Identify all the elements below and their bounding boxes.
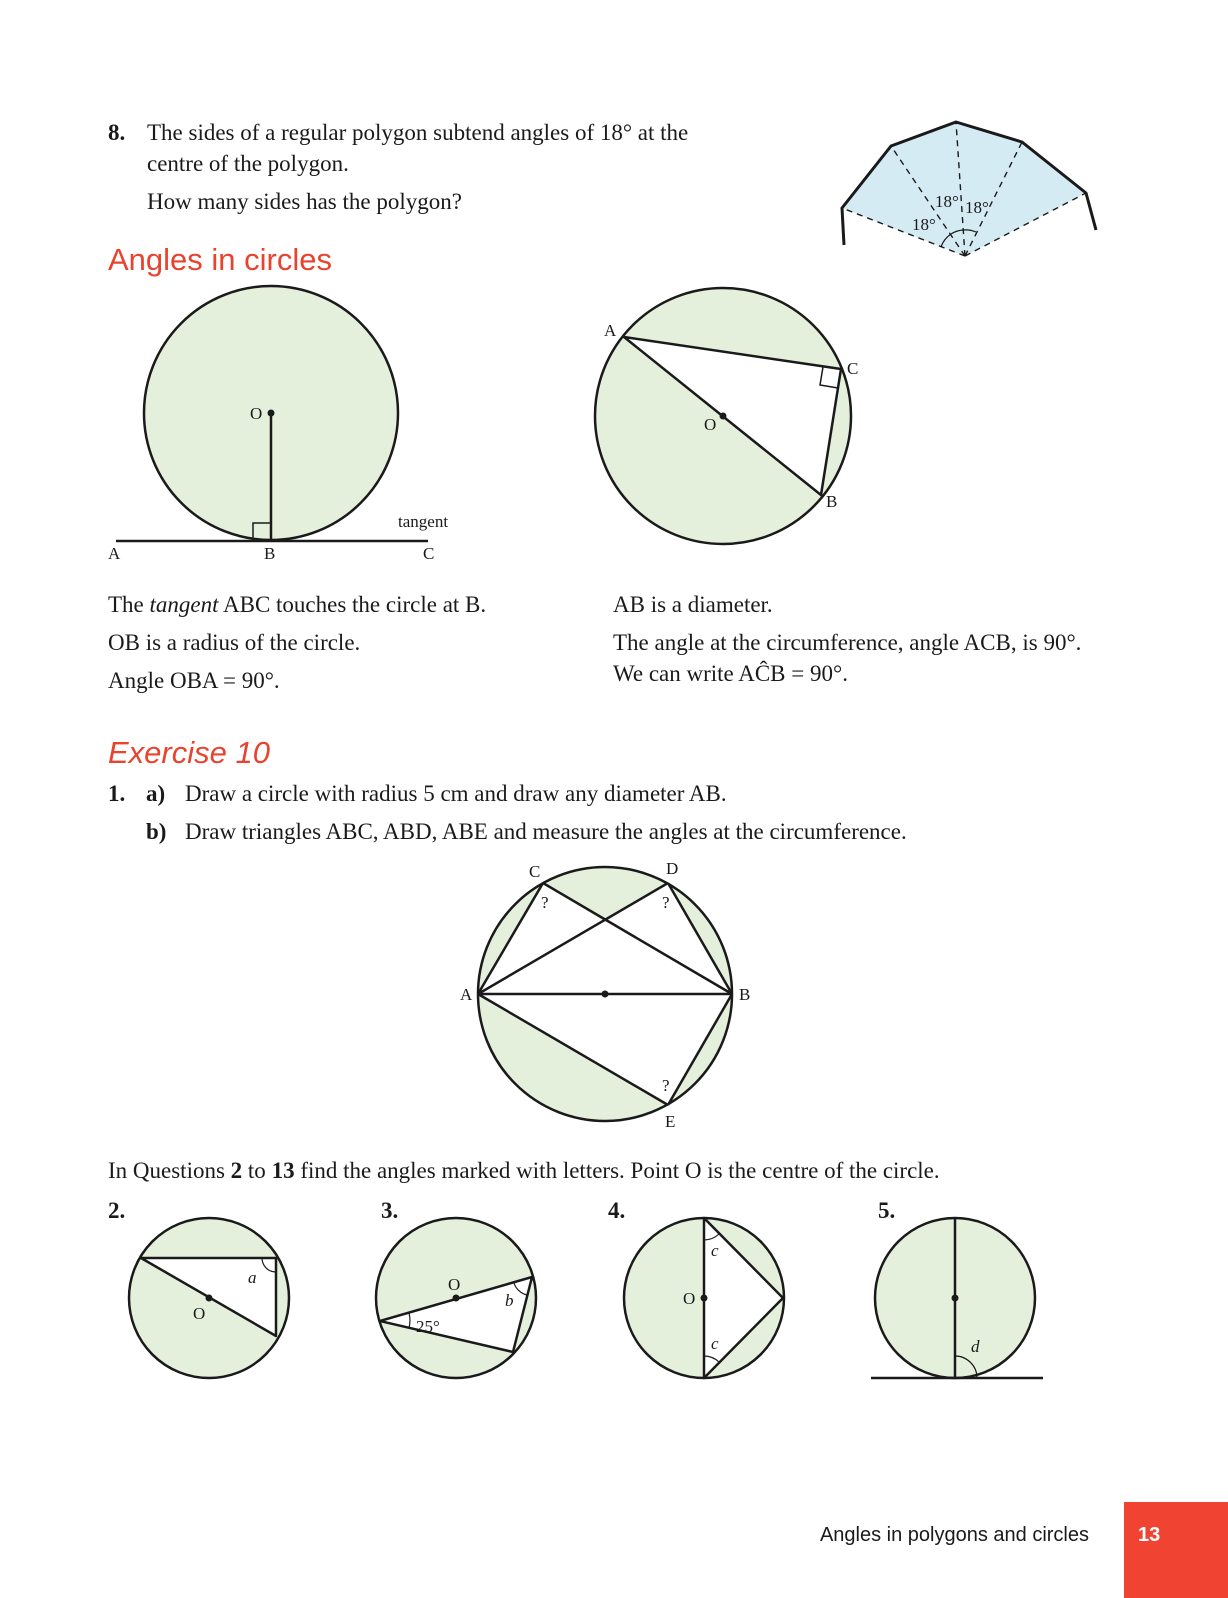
- tangent-text-line1: [108, 590, 486, 620]
- label-a: A: [460, 985, 473, 1004]
- q1b-label: b): [146, 819, 167, 844]
- angle-question-d: ?: [662, 893, 670, 912]
- label-a: A: [604, 321, 617, 340]
- label-o: O: [704, 415, 717, 434]
- exercise-heading: Exercise 10: [108, 735, 270, 770]
- diameter-text-line3: We can write AĈB = 90°.: [613, 661, 848, 686]
- label-o: O: [250, 404, 263, 423]
- page-number-box: [1124, 1502, 1228, 1598]
- label-25: 25°: [416, 1317, 440, 1336]
- angle-label-2: 18°: [935, 192, 959, 211]
- text-bold: 2: [230, 1158, 243, 1183]
- q3-number: 3.: [381, 1198, 399, 1223]
- diameter-text-line1: AB is a diameter.: [613, 592, 773, 617]
- exercise1-figure: [450, 855, 760, 1135]
- q1a-text: Draw a circle with radius 5 cm and draw any diameter AB.: [185, 781, 727, 806]
- label-c: C: [423, 544, 435, 563]
- centre-point: [268, 410, 275, 417]
- label-c: C: [847, 359, 859, 378]
- page-number: 13: [1138, 1524, 1161, 1546]
- diameter-figure: [590, 280, 880, 555]
- label-b: B: [739, 985, 751, 1004]
- instruction-text: [108, 1156, 940, 1186]
- label-d: D: [666, 859, 679, 878]
- q4-number: 4.: [608, 1198, 626, 1223]
- q1b-text: Draw triangles ABC, ABD, ABE and measure the angles at the circumference.: [185, 819, 907, 844]
- tangent-text-line3: Angle OBA = 90°.: [108, 668, 280, 693]
- q5-figure: [862, 1210, 1052, 1390]
- q8-line2: centre of the polygon.: [147, 151, 349, 176]
- q4-figure: [615, 1210, 795, 1390]
- label-c-top: c: [711, 1241, 719, 1260]
- centre-point: [602, 991, 609, 998]
- centre-point: [720, 413, 727, 420]
- q8-block: [108, 118, 125, 148]
- label-o: O: [683, 1289, 696, 1308]
- label-o: O: [448, 1275, 461, 1294]
- angle-label-1: 18°: [912, 215, 936, 234]
- label-b: B: [826, 492, 838, 511]
- q1a-label: a): [146, 781, 166, 806]
- label-c-bottom: c: [711, 1334, 719, 1353]
- polygon-figure: [830, 110, 1110, 265]
- angle-label-3: 18°: [965, 198, 989, 217]
- label-o: O: [193, 1304, 206, 1323]
- angle-question-e: ?: [662, 1076, 670, 1095]
- q5-number: 5.: [878, 1198, 896, 1223]
- tangent-figure: [100, 280, 480, 580]
- label-a: a: [248, 1268, 257, 1287]
- diameter-text-line2: The angle at the circumference, angle ACB, is 90°.: [613, 630, 1082, 655]
- footer-title: Angles in polygons and circles: [819, 1524, 1089, 1546]
- label-d: d: [971, 1337, 980, 1356]
- section-heading-angles-in-circles: Angles in circles: [108, 242, 332, 277]
- q8-number: 8.: [108, 120, 126, 145]
- centre-point: [701, 1295, 708, 1302]
- centre-point: [952, 1295, 959, 1302]
- text-part: to: [242, 1158, 272, 1183]
- label-b: B: [264, 544, 276, 563]
- text-bold: 13: [271, 1158, 295, 1183]
- text-part: find the angles marked with letters. Point O is the centre of the circle.: [294, 1158, 940, 1183]
- label-b: b: [505, 1291, 514, 1310]
- q8-line3: How many sides has the polygon?: [147, 189, 462, 214]
- q1-number: 1.: [108, 781, 126, 806]
- angle-question-c: ?: [541, 893, 549, 912]
- label-e: E: [665, 1112, 676, 1131]
- label-c: C: [529, 862, 541, 881]
- q2-figure: [120, 1210, 300, 1390]
- centre-point: [206, 1295, 213, 1302]
- tangent-text-line2: OB is a radius of the circle.: [108, 630, 361, 655]
- text-part: The: [108, 592, 150, 617]
- text-part: ABC touches the circle at B.: [218, 592, 487, 617]
- text-part: In Questions: [108, 1158, 231, 1183]
- q2-number: 2.: [108, 1198, 126, 1223]
- label-tangent: tangent: [398, 512, 449, 531]
- polygon-shading: [842, 122, 1086, 256]
- q3-figure: [368, 1210, 548, 1390]
- label-a: A: [108, 544, 121, 563]
- centre-point: [453, 1295, 460, 1302]
- text-emphasis: tangent: [149, 592, 219, 617]
- q8-line1: The sides of a regular polygon subtend angles of 18° at the: [147, 120, 689, 145]
